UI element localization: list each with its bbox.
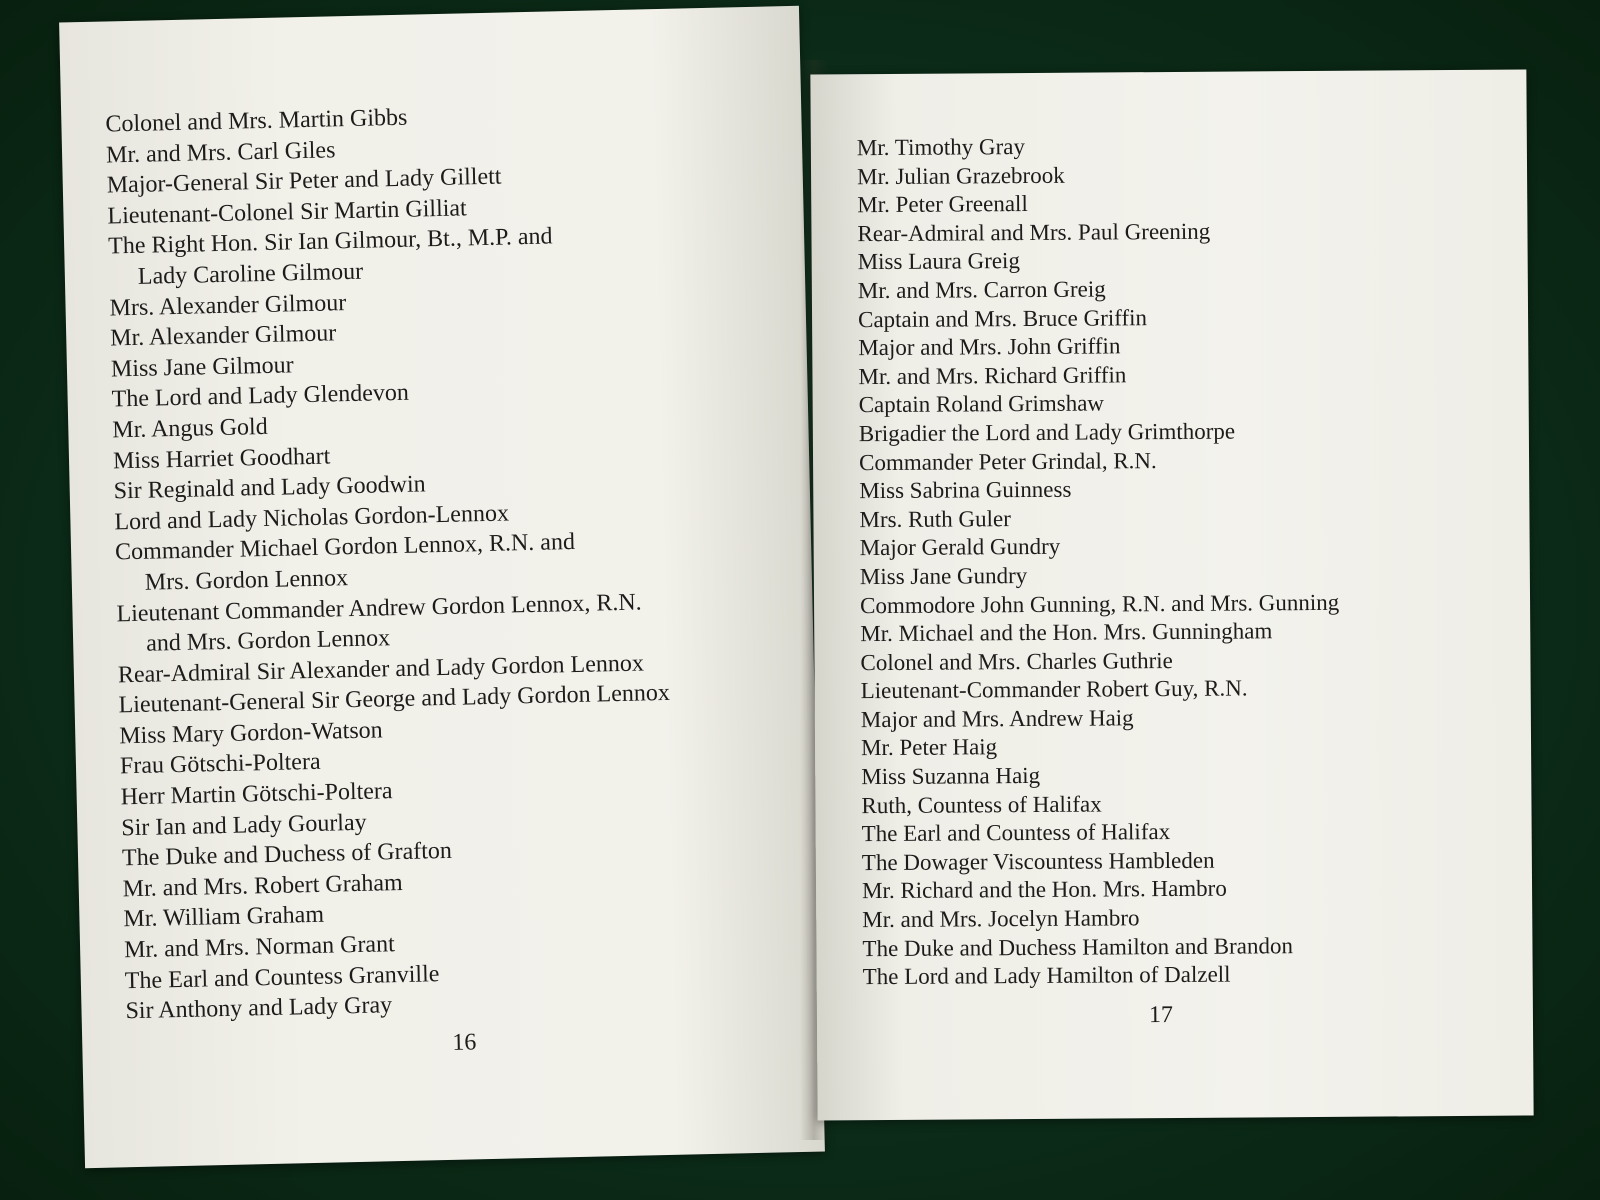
list-item: Mr. Peter Haig <box>860 734 998 761</box>
list-item: Mr. and Mrs. Carl Giles <box>105 136 336 169</box>
list-item: Sir Reginald and Lady Goodwin <box>113 471 426 505</box>
list-item: Mr. Richard and the Hon. Mrs. Hambro <box>861 876 1227 904</box>
list-item: Sir Anthony and Lady Gray <box>125 992 393 1025</box>
guest-list-left <box>105 97 677 1027</box>
list-item: Miss Harriet Goodhart <box>112 443 331 474</box>
list-item: Commander Michael Gordon Lennox, R.N. and <box>114 529 576 566</box>
list-item: Miss Suzanna Haig <box>861 762 1041 790</box>
list-item: Mr. and Mrs. Richard Griffin <box>858 362 1127 389</box>
list-item: Miss Laura Greig <box>857 248 1021 275</box>
continuation-text: and Mrs. Gordon Lennox <box>145 625 391 657</box>
list-item: Mr. Michael and the Hon. Mrs. Gunningham <box>860 618 1273 647</box>
list-item: Lieutenant Commander Andrew Gordon Lennox, R.N. <box>116 588 642 627</box>
list-item: Major and Mrs. Andrew Haig <box>860 705 1134 733</box>
list-item: Lieutenant-Colonel Sir Martin Gilliat <box>107 195 467 230</box>
list-item: Captain and Mrs. Bruce Griffin <box>857 304 1148 332</box>
list-item: Colonel and Mrs. Charles Guthrie <box>860 647 1173 675</box>
list-item: Major-General Sir Peter and Lady Gillett <box>106 163 502 199</box>
continuation-text: Lady Caroline Gilmour <box>137 258 364 290</box>
list-item: Captain Roland Grimshaw <box>858 390 1105 418</box>
right-page <box>810 70 1533 1121</box>
list-item: Major and Mrs. John Griffin <box>858 333 1121 361</box>
guest-list-right <box>857 131 1342 992</box>
list-item: Mr. and Mrs. Norman Grant <box>123 931 396 964</box>
list-item: The Duke and Duchess Hamilton and Brandon <box>862 932 1294 961</box>
list-item: Miss Jane Gilmour <box>110 352 294 383</box>
list-item: The Dowager Viscountess Hambleden <box>861 847 1215 876</box>
page-number: 16 <box>452 1029 477 1056</box>
list-item: Rear-Admiral Sir Alexander and Lady Gordon Lennox <box>117 650 645 689</box>
list-item: Frau Götschi-Poltera <box>119 749 321 780</box>
list-item: Miss Mary Gordon-Watson <box>119 717 383 750</box>
list-item: Herr Martin Götschi-Poltera <box>120 778 393 811</box>
list-item: The Duke and Duchess of Grafton <box>121 838 453 872</box>
list-item: The Earl and Countess of Halifax <box>861 819 1171 847</box>
list-item: The Earl and Countess Granville <box>124 960 440 994</box>
list-item: Mrs. Alexander Gilmour <box>109 289 347 322</box>
list-item: Rear-Admiral and Mrs. Paul Greening <box>857 218 1211 246</box>
list-item: The Right Hon. Sir Ian Gilmour, Bt., M.P. and <box>107 223 553 260</box>
page-number: 17 <box>1148 1002 1174 1029</box>
list-item: Mrs. Ruth Guler <box>859 505 1011 532</box>
list-item: Lieutenant-General Sir George and Lady Gordon Lennox <box>118 680 671 719</box>
left-page <box>59 6 825 1168</box>
list-item: Mr. and Mrs. Jocelyn Hambro <box>862 905 1140 933</box>
list-item: Sir Ian and Lady Gourlay <box>121 809 367 841</box>
list-item: Major Gerald Gundry <box>859 534 1061 561</box>
list-item: Colonel and Mrs. Martin Gibbs <box>105 104 408 138</box>
list-item: Mr. and Mrs. Robert Graham <box>122 869 403 903</box>
list-item: Mr. William Graham <box>123 902 325 933</box>
list-item: Mr. Julian Grazebrook <box>856 162 1065 189</box>
list-item: Ruth, Countess of Halifax <box>861 791 1102 818</box>
list-item: Mr. Timothy Gray <box>856 134 1026 161</box>
list-item: Commander Peter Grindal, R.N. <box>858 447 1157 475</box>
list-item: Commodore John Gunning, R.N. and Mrs. Gunning <box>859 589 1340 618</box>
list-item: Brigadier the Lord and Lady Grimthorpe <box>858 418 1236 447</box>
list-item: Mr. Angus Gold <box>112 413 268 444</box>
list-item: Miss Sabrina Guinness <box>859 476 1072 504</box>
continuation-text: Mrs. Gordon Lennox <box>144 565 349 596</box>
list-item: Lieutenant-Commander Robert Guy, R.N. <box>860 675 1248 704</box>
list-item: The Lord and Lady Glendevon <box>111 380 410 413</box>
list-item: Mr. Alexander Gilmour <box>109 320 337 352</box>
list-item: Miss Jane Gundry <box>859 562 1028 590</box>
list-item: Mr. and Mrs. Carron Greig <box>857 276 1106 304</box>
list-item: Mr. Peter Greenall <box>857 191 1028 218</box>
list-item: Lord and Lady Nicholas Gordon-Lennox <box>114 500 510 536</box>
list-item: The Lord and Lady Hamilton of Dalzell <box>862 961 1231 990</box>
